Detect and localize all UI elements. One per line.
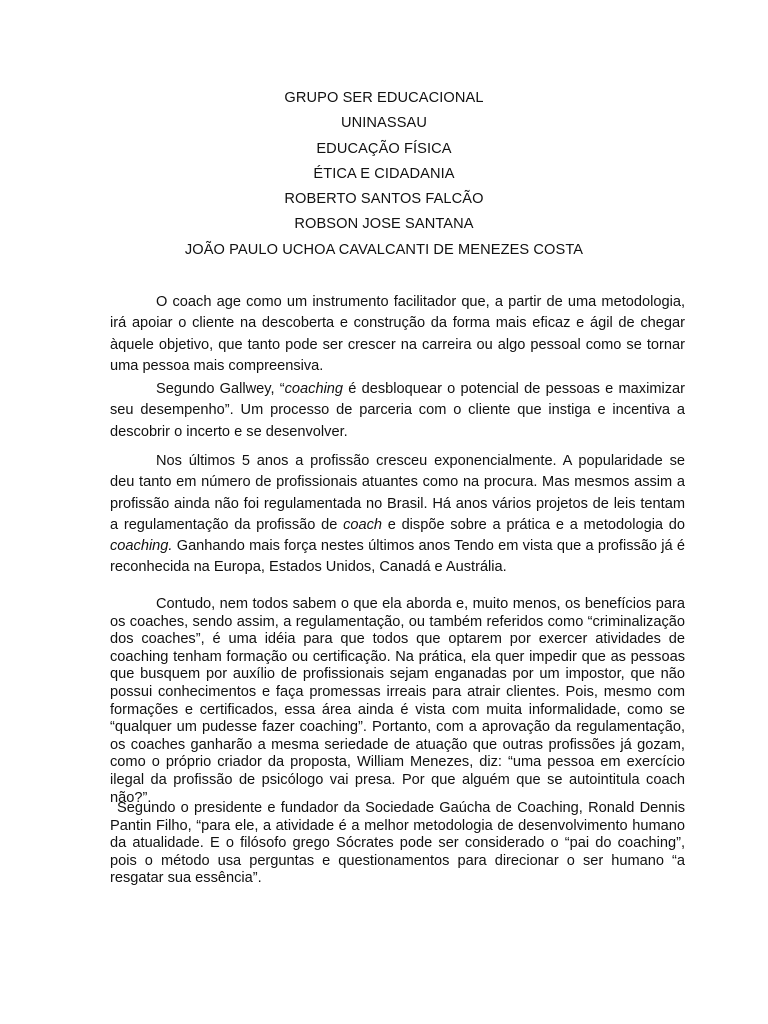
paragraph-5-text: Segundo o presidente e fundador da Sociedade Gaúcha de Coaching, Ronald Dennis Pantin Filho, “para ele, a atividade é a melhor metodologia de desenvolvimento humano da atualidade. E o filósofo grego Sócrates pode ser considerado o “pai do coaching”, pois o método usa perguntas e questionamentos para direcionar o ser humano “a resgatar sua essência”. [110, 800, 685, 887]
paragraph-1-text: O coach age como um instrumento facilitador que, a partir de uma metodologia, irá apoiar o cliente na descoberta e construção da forma mais eficaz e ágil de chegar àquele objetivo, que tanto pode ser crescer na carreira ou algo pessoal como se tornar uma pessoa mais compreensiva. [110, 294, 685, 374]
paragraph-2-part-b: é desbloquear o potencial de pessoas e maximizar seu desempenho”. Um processo de parceria com o cliente que instiga e incentiva a descobrir o incerto e se desenvolver. [110, 381, 686, 440]
header-author-1: ROBERTO SANTOS FALCÃO [284, 191, 484, 208]
paragraph-2-text [110, 379, 685, 443]
paragraph-3-text [110, 451, 685, 579]
paragraph-3 [110, 451, 685, 579]
paragraph-2-part-a: Segundo Gallwey, “ [156, 381, 285, 397]
document-header [0, 86, 768, 263]
paragraph-1 [110, 292, 685, 377]
header-institution-group: GRUPO SER EDUCACIONAL [284, 90, 484, 106]
paragraph-3-emphasis-2: coaching. [110, 538, 173, 555]
paragraph-5 [110, 800, 685, 888]
paragraph-3-part-b: e dispõe sobre a prática e a metodologia do [382, 516, 686, 533]
header-author-3: JOÃO PAULO UCHOA CAVALCANTI DE MENEZES COSTA [184, 241, 584, 258]
paragraph-4-text: Contudo, nem todos sabem o que ela aborda e, muito menos, os benefícios para os coaches, sendo assim, a regulamentação, ou também referidos como “criminalização dos coaches”, é uma idéia para que todos que optarem por exercer atividades de coaching tenham formação ou certificação. Na prática, ela quer impedir que as pessoas que busquem por auxílio de profissionais sejam enganadas por um impostor, que não possui conhecimentos e faça promessas irreais para atrair clientes. Pois, mesmo com formações e certificados, essa área ainda é vista com muita informalidade, como se “qualquer um pudesse fazer coaching”. Portanto, com a aprovação da regulamentação, os coaches ganharão a mesma seriedade de atuação que outras profissões já gozam, como o próprio criador da proposta, William Menezes, diz: “uma pessoa em exercício ilegal da profissão de psicólogo vai presa. Por que alguém que se autointitula coach não?”. [110, 596, 685, 806]
header-course: EDUCAÇÃO FÍSICA [316, 140, 452, 157]
paragraph-2 [110, 379, 685, 443]
paragraph-3-part-a: Nos últimos 5 anos a profissão cresceu exponencialmente. A popularidade se deu tanto em número de profissionais atuantes como na procura. Mas mesmos assim a profissão ainda não foi regulamentada no Brasil. Há anos vários projetos de leis tentam a regulamentação da profissão de [110, 453, 685, 533]
header-subject: ÉTICA E CIDADANIA [313, 165, 455, 182]
header-author-2: ROBSON JOSE SANTANA [294, 216, 474, 233]
paragraph-3-part-c: Ganhando mais força nestes últimos anos Tendo em vista que a profissão já é reconhecida na Europa, Estados Unidos, Canadá e Austrália. [110, 538, 685, 576]
paragraph-4 [110, 596, 685, 807]
header-university: UNINASSAU [340, 115, 428, 132]
paragraph-2-emphasis: coaching [284, 381, 344, 397]
paragraph-3-emphasis-1: coach [343, 516, 383, 533]
